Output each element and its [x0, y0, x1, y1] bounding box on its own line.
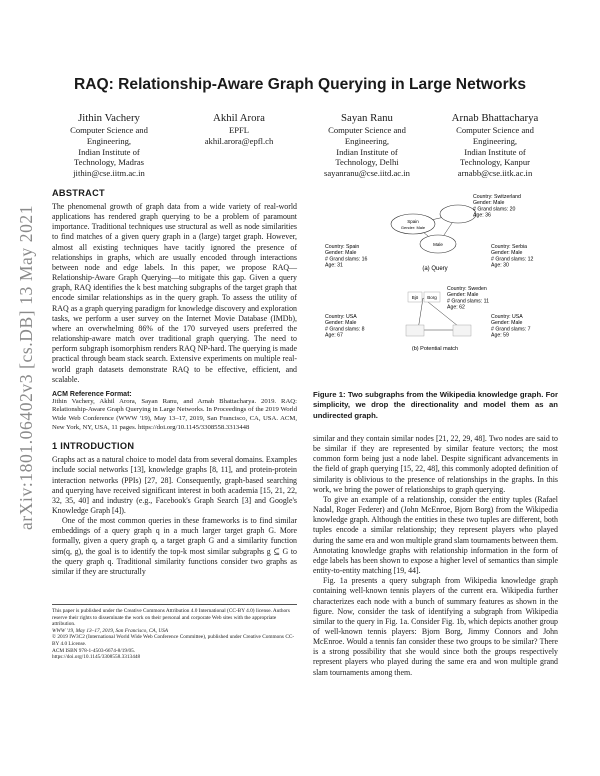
subfigure-a-label: (a) Query — [422, 266, 448, 272]
match-left-node-attributes: Country: USA Gender: Male # Grand slams: 8 Age: 67 — [325, 314, 365, 339]
right-column-text — [313, 434, 558, 678]
acm-reference-heading: ACM Reference Format: — [52, 390, 132, 398]
match-top-node-attributes: Country: Sweden Gender: Male # Grand slams: 11 Age: 62 — [447, 286, 489, 311]
author-email: akhil.arora@epfl.ch — [204, 135, 274, 146]
node-label: Gender: Male — [400, 225, 426, 230]
author-affiliation-line: Engineering, — [86, 135, 132, 146]
author-name: Arnab Bhattacharya — [451, 112, 539, 124]
author-block — [44, 112, 564, 192]
author-affiliation-line: Engineering, — [344, 135, 390, 146]
body-paragraph-3: Fig. 1a presents a query subgraph from Wikipedia knowledge graph containing well-known tennis players of the current era. Wikipedia further characterizes each node with a bunch of summary features as shown in the figure. Now, consider the task of identifying a subgraph from Wikipedia similar to the query in Fig. 1a. Consider Fig. 1b, which depicts another group of well-known tennis players: Bjorn Borg, Jimmy Connors and John McEnroe. Would a tennis fan consider these two groups to be similar? There is a strong possibility that she would since both the groups respectively represent players who played during the same era and won multiple grand slam tournaments among them. — [313, 576, 558, 677]
query-right-node-attributes: Country: Serbia Gender: Male # Grand slams: 12 Age: 30 — [491, 244, 534, 269]
node-label: Bjö — [411, 295, 419, 300]
author-affiliation-line: Indian Institute of — [336, 146, 398, 157]
node-label: Borg — [427, 295, 437, 300]
author-affiliation-line: Technology, Kanpur — [460, 157, 530, 168]
body-paragraph-2: To give an example of a relationship, consider the entity tuples (Rafael Nadal, Roger Federer) and (John McEnroe, Bjorn Borg) from the Wikipedia knowledge graph. Although the entities in these two tuples are different, both tuples encode a similar relationship; they represent players who played during the same era and won multiple grand slam tournaments between them. Annotating knowledge graphs with relationship information in the form of edge labels has been shown to expose a higher level of semantics than simple entity-to-entity matching [19, 44]. — [313, 494, 558, 576]
footnote-line: ACM ISBN 978-1-4503-6674-8/19/05. — [52, 647, 136, 654]
node-label: Spain — [407, 219, 419, 224]
author-email: sayanranu@cse.iitd.ac.in — [324, 168, 410, 179]
author-affiliation-line: Engineering, — [472, 135, 518, 146]
author-1 — [44, 112, 174, 179]
abstract-heading: ABSTRACT — [52, 188, 105, 198]
footnote-doi-link: https://doi.org/10.1145/3308558.3313448 — [52, 654, 141, 661]
author-affiliation-line: Technology, Delhi — [335, 157, 399, 168]
author-email: jithin@cse.iitm.ac.in — [73, 168, 145, 179]
author-affiliation-line: Computer Science and — [70, 125, 148, 135]
author-affiliation-line: Indian Institute of — [78, 146, 140, 157]
intro-paragraph-2: One of the most common queries in these frameworks is to find similar embeddings of a query graph q in a much larger target graph G. More formally, given a query graph q, a target graph G and a similarity function sim(q, g), the goal is to identify the top-k most similar subgraphs g ⊆ G to the query graph q. Traditional similarity functions consider two graphs as similar if they are structurally — [52, 516, 297, 576]
author-name: Jithin Vachery — [78, 112, 140, 124]
introduction-heading: 1 INTRODUCTION — [52, 441, 135, 452]
footnote-line: This paper is published under the Creative Commons Attribution 4.0 International (CC-BY 4.0) license. Authors reserve their rights to disseminate the work on their personal and corporate Web sites with the appropriate attribution. — [52, 608, 290, 628]
author-affiliation-line: Indian Institute of — [464, 146, 526, 157]
graph-node — [440, 205, 476, 223]
author-name: Sayan Ranu — [341, 112, 393, 124]
author-affiliation-line: Technology, Madras — [74, 157, 144, 168]
left-column — [52, 188, 297, 577]
author-affiliation-line: Computer Science and — [456, 125, 534, 135]
author-email: arnabb@cse.iitk.ac.in — [457, 168, 533, 179]
acm-reference-text: Jithin Vachery, Akhil Arora, Sayan Ranu, and Arnab Bhattacharya. 2019. RAQ: Relationship-Aware Graph Querying in Large Networks. In Proceedings of the 2019 World Wide Web Conference (WWW '19), May 13–17, 2019, San Francisco, CA, USA. ACM, New York, NY, USA, 11 pages. https://doi.org/10.1145/3308558.3313448 — [52, 397, 297, 431]
author-4 — [430, 112, 560, 179]
author-affiliation-line: Computer Science and — [328, 125, 406, 135]
match-subgraph — [325, 286, 532, 352]
copyright-footnote — [52, 604, 297, 661]
arxiv-watermark: arXiv:1801.06402v3 [cs.DB] 13 May 2021 — [16, 204, 36, 530]
author-name: Akhil Arora — [213, 112, 265, 124]
intro-paragraph-1: Graphs act as a natural choice to model data from several domains. Examples include social networks [13], knowledge graphs [8, 11], and protein-protein interaction networks (PPIs) [27, 28]. Consequently, graph-based searching and querying have received significant interest in both academia [15, 21, 22, 32, 35, 40] and industry (e.g., Facebook's Graph Search [3] and Google's Knowledge Graph [4]). — [52, 455, 297, 515]
author-3 — [302, 112, 432, 179]
author-2 — [174, 112, 304, 147]
figure-1-diagram — [313, 188, 558, 388]
paper-title: RAQ: Relationship-Aware Graph Querying in Large Networks — [73, 76, 526, 93]
query-subgraph — [325, 194, 535, 272]
footnote-line: WWW '19, May 13–17, 2019, San Francisco, CA, USA — [52, 627, 169, 634]
query-left-node-attributes: Country: Spain Gender: Male # Grand slams: 16 Age: 31 — [325, 244, 368, 269]
query-top-node-attributes: Country: Switzerland Gender: Male # Grand slams: 20 Age: 36 — [473, 194, 521, 219]
subfigure-b-label: (b) Potential match — [411, 346, 459, 352]
graph-node — [391, 214, 435, 234]
node-label: Male — [433, 242, 443, 247]
player-photo — [453, 325, 471, 336]
match-right-node-attributes: Country: USA Gender: Male # Grand slams: 7 Age: 59 — [491, 314, 531, 339]
author-affiliation-line: EPFL — [228, 125, 250, 135]
footnote-line: © 2019 IW3C2 (International World Wide Web Conference Committee), published under Creative Commons CC-BY 4.0 License. — [52, 634, 295, 647]
figure-1-caption: Figure 1: Two subgraphs from the Wikipedia knowledge graph. For simplicity, we drop the directionality and model them as an undirected graph. — [313, 390, 558, 420]
player-photo — [406, 325, 424, 336]
abstract-text: The phenomenal growth of graph data from a wide variety of real-world applications has rendered graph querying to be a problem of paramount importance. Traditional techniques use structural as well as node similarities to find matches of a given query graph in a (large) target graph. However, almost all existing techniques have tacitly ignored the presence of relationships in graphs, which are usually encoded through interactions between node and edge labels. In this paper, we propose RAQ—Relationship-Aware Graph Querying—to mitigate this gap. Given a query graph, RAQ identifies the k best matching subgraphs of the target graph that encode similar relationships as in the query graph. To assess the utility of RAQ as a graph querying paradigm for knowledge discovery and exploration tasks, we perform a user survey on the Internet Movie Database (IMDb), where an overwhelming 86% of the 170 surveyed users preferred the relationship-aware match over traditional graph querying. The need to perform subgraph isomorphism renders RAQ NP-hard. The querying is made practical through beam stack search. Extensive experiments on multiple real-world graph datasets demonstrate RAQ to be effective, efficient, and scalable. — [52, 202, 297, 384]
body-paragraph-1: similar and they contain similar nodes [21, 22, 29, 48]. Two nodes are said to be similar if they are represented by similar feature vectors; the most common form being just a node label. Despite significant advancements in the field of graph querying [15, 22, 48], this commonly adopted definition of similarity is oblivious to the presence of relationships in the graphs. In this work, we bring the power of relationships to graph querying. — [313, 434, 558, 494]
